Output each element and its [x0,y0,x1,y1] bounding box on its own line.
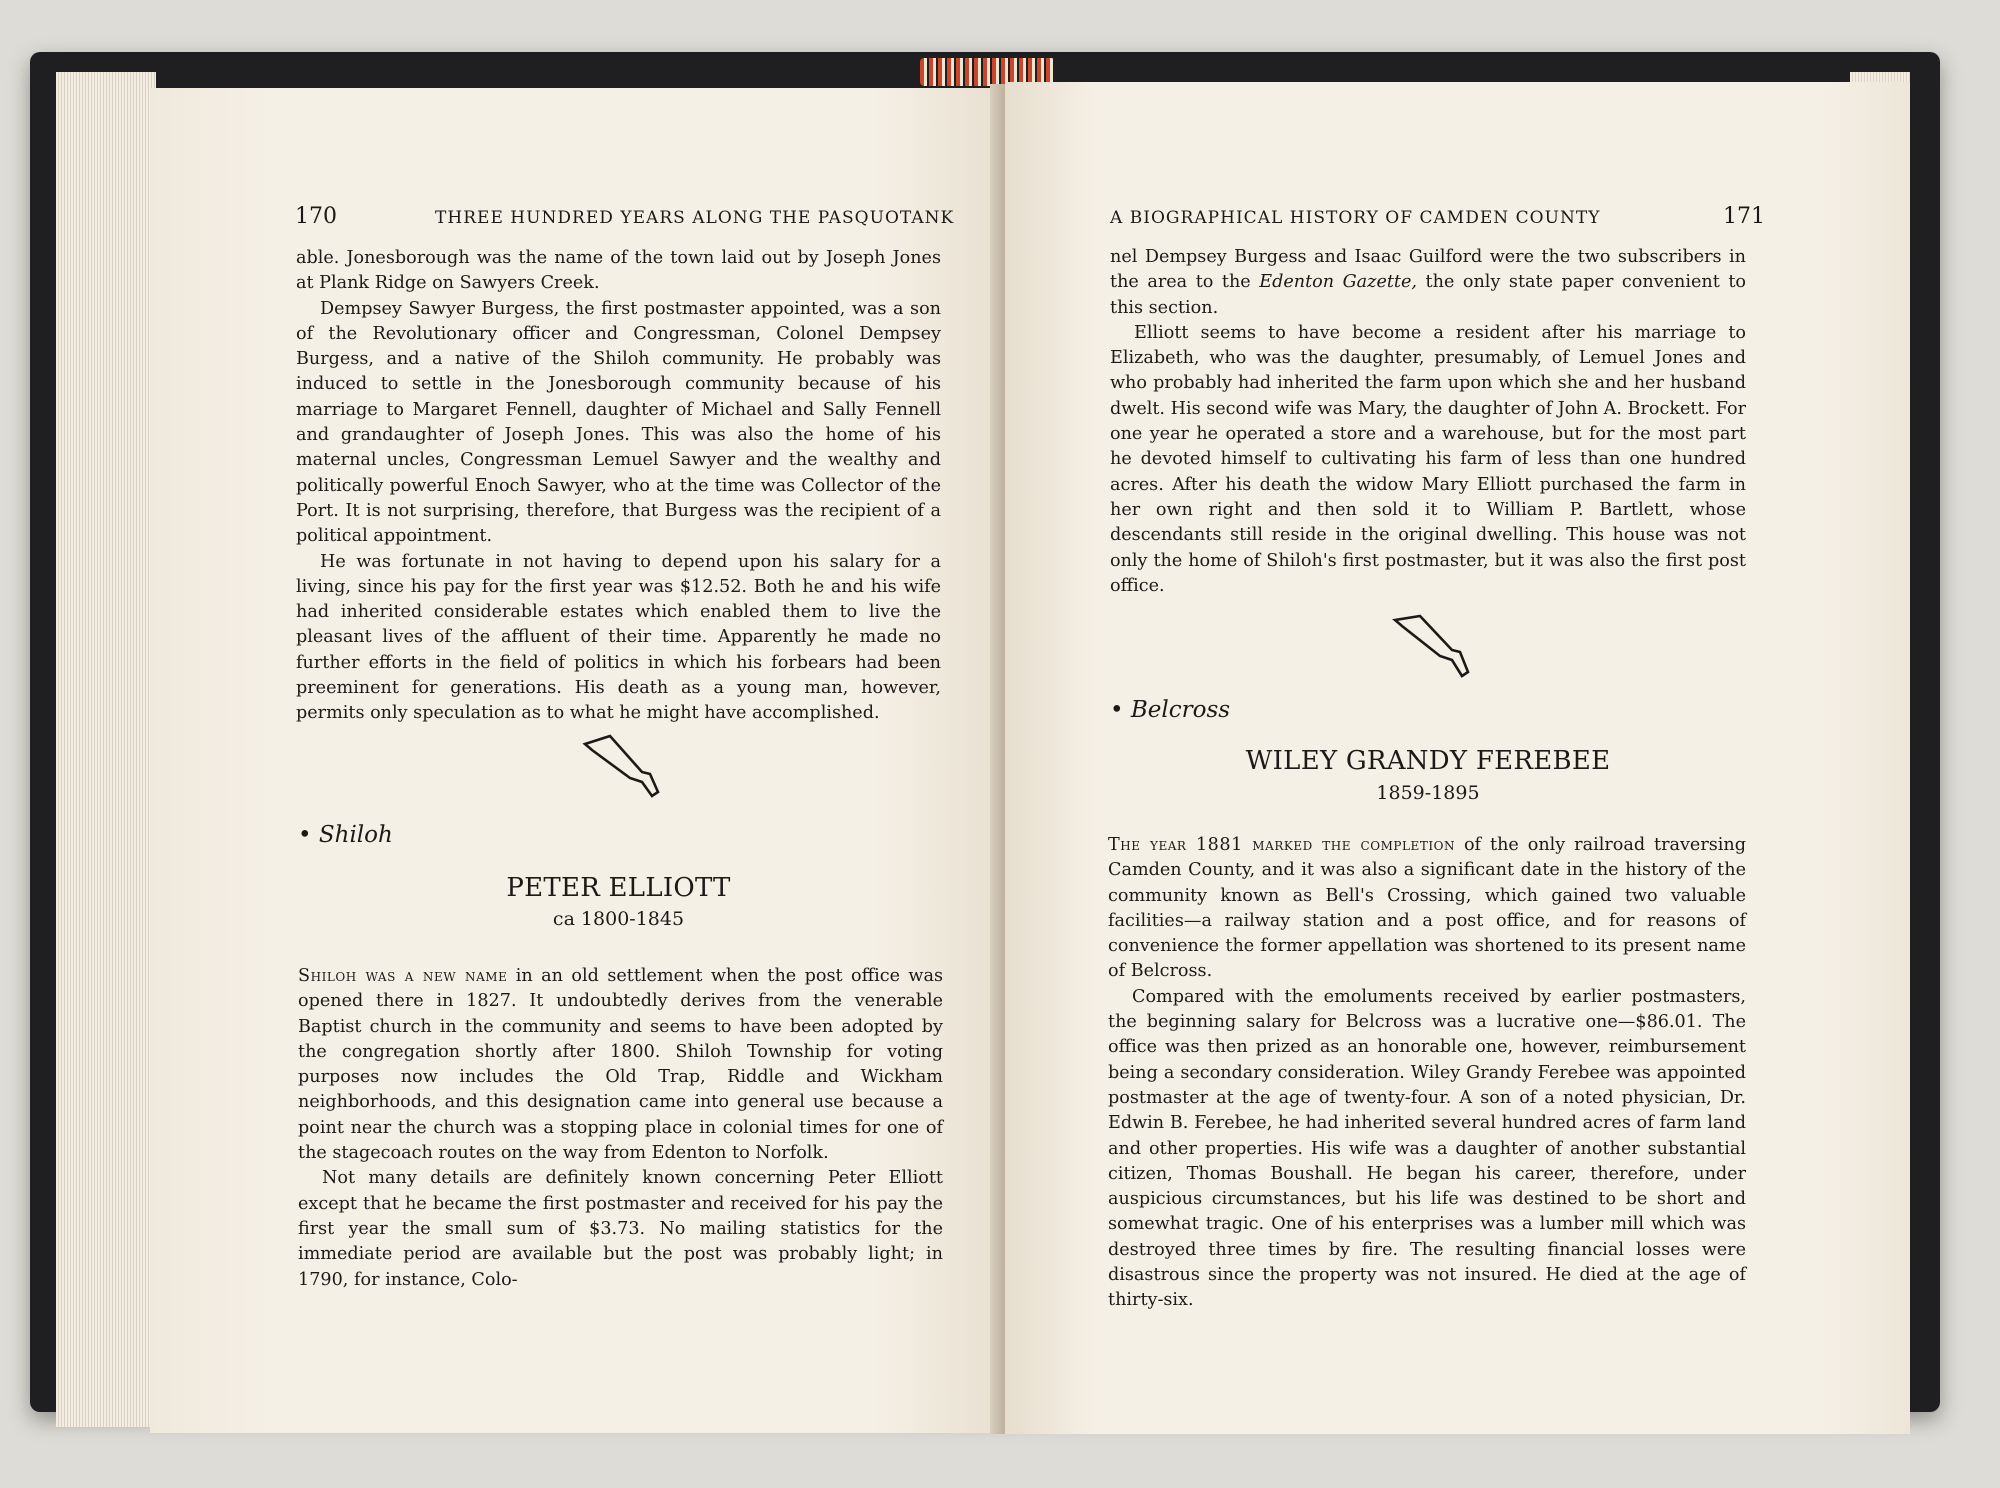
right-lead-caps: The year 1881 marked the completion [1108,835,1456,855]
map-ornament-left [580,732,670,802]
left-entry-dates: ca 1800-1845 [552,908,685,930]
left-running-title: THREE HUNDRED YEARS ALONG THE PASQUOTANK [435,208,955,228]
right-entry-title: WILEY GRANDY FEREBEE [1245,746,1611,776]
right-paragraph-1-start: nel Dempsey Burgess and Isaac Guilford were the two subscribers in the area to the [1110,247,1746,293]
right-entry-dates: 1859-1895 [1376,782,1480,804]
page-edges-left [56,72,156,1427]
left-paragraph-2: Dempsey Sawyer Burgess, the first postmaster appointed, was a son of the Revolutionary officer and Congressman, Colonel Dempsey Burgess, and a native of the Shiloh community. He probably was induced to settle in the Jonesborough community because of his marriage to Margaret Fennell, daughter of Michael and Sally Fennell and grandaughter of Joseph Jones. This was also the home of his maternal uncles, Congressman Lemuel Sawyer and the wealthy and politically powerful Enoch Sawyer, who at the time was Collector of the Port. It is not surprising, therefore, that Burgess was the recipient of a political appointment. [296,298,941,547]
right-paragraph-2: Elliott seems to have become a resident after his marriage to Elizabeth, who was the daughter, presumably, of Lemuel Jones and who probably had inherited the farm upon which she and her husband dwelt. His second wife was Mary, the daughter of John A. Brockett. For one year he operated a store and a warehouse, but for the most part he devoted himself to cultivating his farm of less than one hundred acres. After his death the widow Mary Elliott purchased the farm in her own right and then sold it to William P. Bartlett, whose descendants still reside in the original dwelling. This house was not only the home of Shiloh's first postmaster, but it was also the first post office. [1110,322,1746,596]
right-entry-text [1108,833,1746,1314]
map-ornament-right [1390,612,1480,682]
left-paragraph-1: able. Jonesborough was the name of the town laid out by Joseph Jones at Plank Ridge on Sawyers Creek. [296,248,941,294]
left-entry-title: PETER ELLIOTT [506,873,731,903]
left-paragraph-3: He was fortunate in not having to depend upon his salary for a living, since his pay for the first year was $12.52. Both he and his wife had inherited considerable estates which enabled them to live the pleasant lives of the affluent of their time. Apparently he made no further efforts in the field of politics in which his forbears had been preeminent for generations. His death as a young man, however, permits only speculation as to what he might have accomplished. [296,551,941,724]
left-lead-caps: Shiloh was a new name [298,966,508,986]
left-top-text [296,246,941,727]
left-entry-paragraph-2: Not many details are definitely known concerning Peter Elliott except that he became the first postmaster and received for his pay the first year the small sum of $3.73. No mailing statistics for the immediate period are available but the post was probably light; in 1790, for instance, Colo- [298,1168,943,1290]
right-paragraph-1-end: the only state paper convenient to this section. [1110,272,1746,318]
right-top-text [1110,245,1746,599]
right-running-head [1110,204,1765,234]
right-paragraph-1 [1110,245,1746,321]
right-running-title: A BIOGRAPHICAL HISTORY OF CAMDEN COUNTY [1110,208,1601,228]
left-entry-paragraph-1-rest: in an old settlement when the post office was opened there in 1827. It undoubtedly derives from the venerable Baptist church in the community and seems to have been adopted by the congregation shortly after 1800. Shiloh Township for voting purposes now includes the Old Trap, Riddle and Wickham neighborhoods, and this designation came into general use because a point near the church was a stopping place in colonial times for one of the stagecoach routes on the way from Edenton to Norfolk. [298,966,943,1164]
right-entry-paragraph-2: Compared with the emoluments received by earlier postmasters, the beginning salary for Belcross was a lucrative one—$86.01. The office was then prized as an honorable one, however, reimbursement being a secondary consideration. Wiley Grandy Ferebee was appointed postmaster at the age of twenty-four. A son of a noted physician, Dr. Edwin B. Ferebee, he had inherited several hundred acres of farm land and other properties. His wife was a daughter of another substantial citizen, Thomas Boushall. He began his career, therefore, under auspicious circumstances, but his life was destined to be short and somewhat tragic. One of his enterprises was a lumber mill which was destroyed three times by fire. The resulting financial losses were disastrous since the property was not insured. He died at the age of thirty-six. [1108,986,1746,1311]
left-place-heading: • Shiloh [298,822,393,848]
left-running-head [295,204,955,234]
right-place-heading: • Belcross [1110,697,1231,723]
right-page-number: 171 [1723,204,1765,229]
newspaper-title: Edenton Gazette, [1259,272,1417,293]
right-entry-paragraph-1-rest: of the only railroad traversing Camden County, and it was also a significant date in the history of the community known as Bell's Crossing, which gained two valuable facilities—a railway station and a post office, and for reasons of convenience the former appellation was shortened to its present name of Belcross. [1108,835,1746,982]
left-entry-paragraph-1 [298,964,943,1166]
left-page-number: 170 [295,204,337,229]
right-entry-paragraph-1 [1108,833,1746,985]
left-entry-text [298,964,943,1293]
